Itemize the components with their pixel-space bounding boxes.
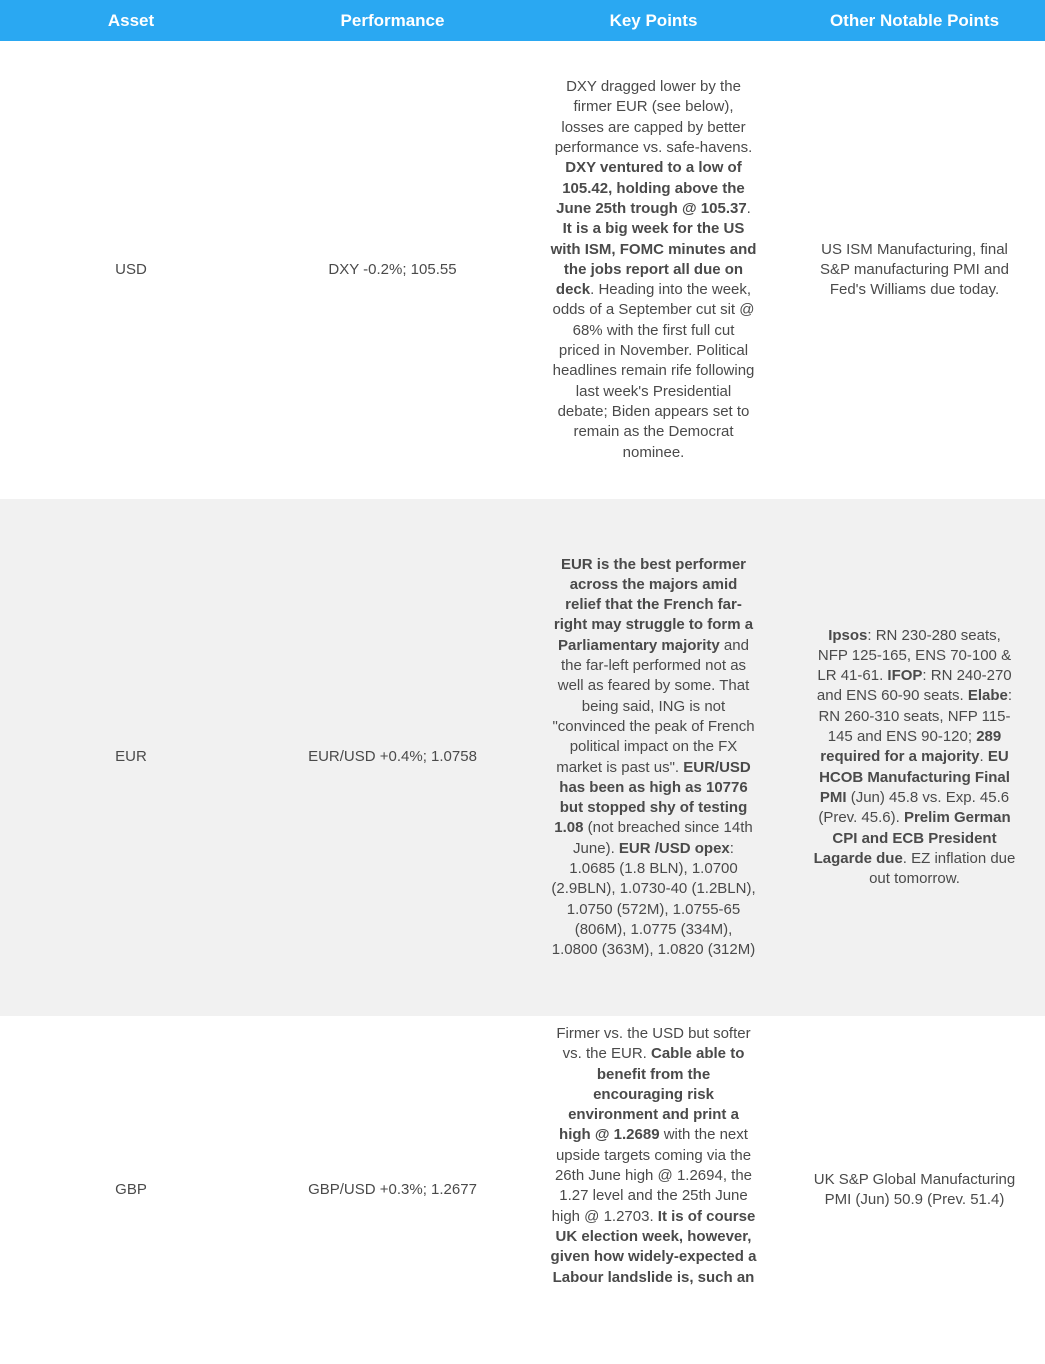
text-run: (not breached since 14th June). <box>573 819 753 857</box>
key-points-cell <box>551 1024 757 1288</box>
text-run: . <box>746 199 751 217</box>
bold-text: 289 required for a majority <box>820 728 1002 766</box>
bold-text: EUR/USD has been as high as 10776 but stopped shy of testing 1.08 <box>554 758 751 837</box>
table-row <box>0 41 1045 499</box>
bold-text: DXY ventured to a low of 105.42, holding above the June 25th trough @ 105.37 <box>556 159 747 217</box>
text-run: (Jun) 45.8 vs. Exp. 45.6 (Prev. 45.6). <box>818 788 1010 827</box>
text-run: : RN 240-270 and ENS 60-90 seats. <box>816 667 1012 705</box>
bold-text: It is a big week for the US with ISM, FOMC minutes and the jobs report all due on deck <box>550 220 757 299</box>
asset-cell: EUR <box>0 499 262 1016</box>
bold-text: Prelim German CPI and ECB President Lagarde due <box>813 809 1011 867</box>
text-run: : RN 230-280 seats, NFP 125-165, ENS 70-100 & LR 41-61. <box>817 626 1012 685</box>
header-key-points: Key Points <box>523 0 784 41</box>
header-asset: Asset <box>0 0 262 41</box>
performance-cell: GBP/USD +0.3%; 1.2677 <box>308 1180 477 1198</box>
bold-text: It is of course UK election week, however, given how widely-expected a Labour landslide is, such an <box>550 1207 757 1286</box>
asset-cell: GBP <box>115 1180 147 1198</box>
bold-text: EU HCOB Manufacturing Final PMI <box>819 748 1010 806</box>
text-run: with the next upside targets coming via the 26th June high @ 1.2694, the 1.27 level and the 25th June high @ 1.2703. <box>551 1126 753 1225</box>
bold-text: Elabe <box>967 687 1008 705</box>
text-run: . EZ inflation due out tomorrow. <box>869 849 1016 888</box>
text-run: UK S&P Global Manufacturing PMI (Jun) 50.9 (Prev. 51.4) <box>813 1170 1016 1208</box>
bold-text: Ipsos <box>828 626 868 644</box>
bold-text: EUR /USD opex <box>618 839 730 857</box>
text-run: US ISM Manufacturing, final S&P manufacturing PMI and Fed's Williams due today. <box>820 240 1009 299</box>
key-points-cell <box>551 555 757 961</box>
other-points-cell <box>812 626 1018 890</box>
key-points-cell <box>551 77 757 463</box>
other-points-cell <box>812 1170 1018 1211</box>
header-row <box>0 0 1045 41</box>
text-run: and the far-left performed not as well as feared by some. That being said, ING is not "convinced the peak of French political impact on the FX market is past us". <box>552 636 755 776</box>
header-other: Other Notable Points <box>784 0 1045 41</box>
header-performance: Performance <box>262 0 523 41</box>
bold-text: IFOP <box>887 667 923 685</box>
text-run: Firmer vs. the USD but softer vs. the EUR. <box>556 1025 751 1063</box>
text-run: : RN 260-310 seats, NFP 115-145 and ENS 90-120; <box>818 687 1013 746</box>
other-points-cell <box>812 240 1018 301</box>
performance-cell: DXY -0.2%; 105.55 <box>328 260 457 278</box>
text-run: . Heading into the week, odds of a September cut sit @ 68% with the first full cut priced in November. Political headlines remain rife following last week's Presidential debate; Biden appears set to remain as the Democrat nominee. <box>552 281 755 461</box>
text-run: . <box>979 748 988 766</box>
bold-text: Cable able to benefit from the encouraging risk environment and print a high @ 1.2689 <box>559 1045 745 1144</box>
text-run: : 1.0685 (1.8 BLN), 1.0700 (2.9BLN), 1.0730-40 (1.2BLN), 1.0750 (572M), 1.0755-65 (806M), 1.0775 (334M), 1.0800 (363M), 1.0820 (312M) <box>551 839 756 959</box>
table-row <box>0 499 1045 1016</box>
table-row <box>0 1016 1045 1364</box>
asset-cell: USD <box>115 260 147 278</box>
performance-cell: EUR/USD +0.4%; 1.0758 <box>262 499 523 1016</box>
text-run: DXY dragged lower by the firmer EUR (see below), losses are capped by better performance vs. safe-havens. <box>554 78 753 157</box>
bold-text: EUR is the best performer across the majors amid relief that the French far-right may struggle to form a Parliamentary majority <box>553 555 754 654</box>
